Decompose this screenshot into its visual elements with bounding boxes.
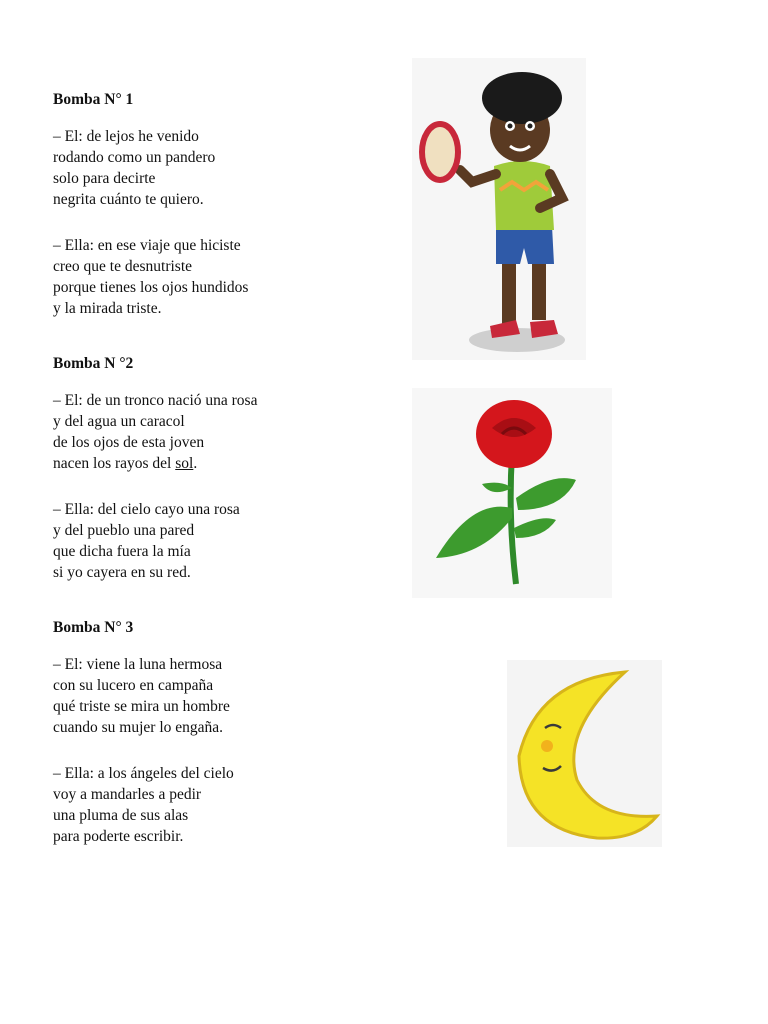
section-heading: Bomba N° 3 <box>53 619 134 636</box>
verse-line <box>53 453 393 474</box>
boy-tambourine-image <box>412 58 586 360</box>
verse-line: y del agua un caracol <box>53 413 185 430</box>
stanza-ella <box>53 763 393 847</box>
boy-icon <box>412 58 586 360</box>
verse-line: una pluma de sus alas <box>53 807 189 824</box>
verse-line: que dicha fuera la mía <box>53 543 191 560</box>
section-heading: Bomba N° 1 <box>53 91 134 108</box>
bomba-section-1 <box>53 89 393 319</box>
verse-line: – Ella: en ese viaje que hiciste <box>53 237 241 254</box>
stanza-el <box>53 654 393 738</box>
verse-line: – Ella: del cielo cayo una rosa <box>53 501 240 518</box>
verse-line: de los ojos de esta joven <box>53 434 205 451</box>
verse-line: creo que te desnutriste <box>53 258 193 275</box>
verse-line: – El: de un tronco nació una rosa <box>53 392 258 409</box>
stanza-el <box>53 126 393 210</box>
verse-line: cuando su mujer lo engaña. <box>53 719 224 736</box>
verse-line: y la mirada triste. <box>53 300 162 317</box>
verse-line: – Ella: a los ángeles del cielo <box>53 765 234 782</box>
section-heading: Bomba N °2 <box>53 355 134 372</box>
verse-line-suffix: . <box>193 455 198 472</box>
verse-line: rodando como un pandero <box>53 149 216 166</box>
verse-line: voy a mandarles a pedir <box>53 786 202 803</box>
stanza-el <box>53 390 393 474</box>
moon-icon <box>507 660 662 847</box>
stanza-ella <box>53 235 393 319</box>
stanza-ella <box>53 499 393 583</box>
verse-line: y del pueblo una pared <box>53 522 195 539</box>
verse-line: qué triste se mira un hombre <box>53 698 230 715</box>
verse-line: solo para decirte <box>53 170 156 187</box>
verse-line: para poderte escribir. <box>53 828 184 845</box>
rose-icon <box>412 388 612 598</box>
moon-image <box>507 660 662 847</box>
sol-link[interactable]: sol <box>175 455 194 472</box>
verse-line-prefix: nacen los rayos del <box>53 455 176 472</box>
verse-line: porque tienes los ojos hundidos <box>53 279 249 296</box>
verse-line: negrita cuánto te quiero. <box>53 191 204 208</box>
rose-image <box>412 388 612 598</box>
bomba-section-3 <box>53 617 393 847</box>
verse-line: – El: viene la luna hermosa <box>53 656 223 673</box>
verse-line: con su lucero en campaña <box>53 677 214 694</box>
verse-line: si yo cayera en su red. <box>53 564 191 581</box>
bomba-section-2 <box>53 353 393 583</box>
verse-line: – El: de lejos he venido <box>53 128 199 145</box>
